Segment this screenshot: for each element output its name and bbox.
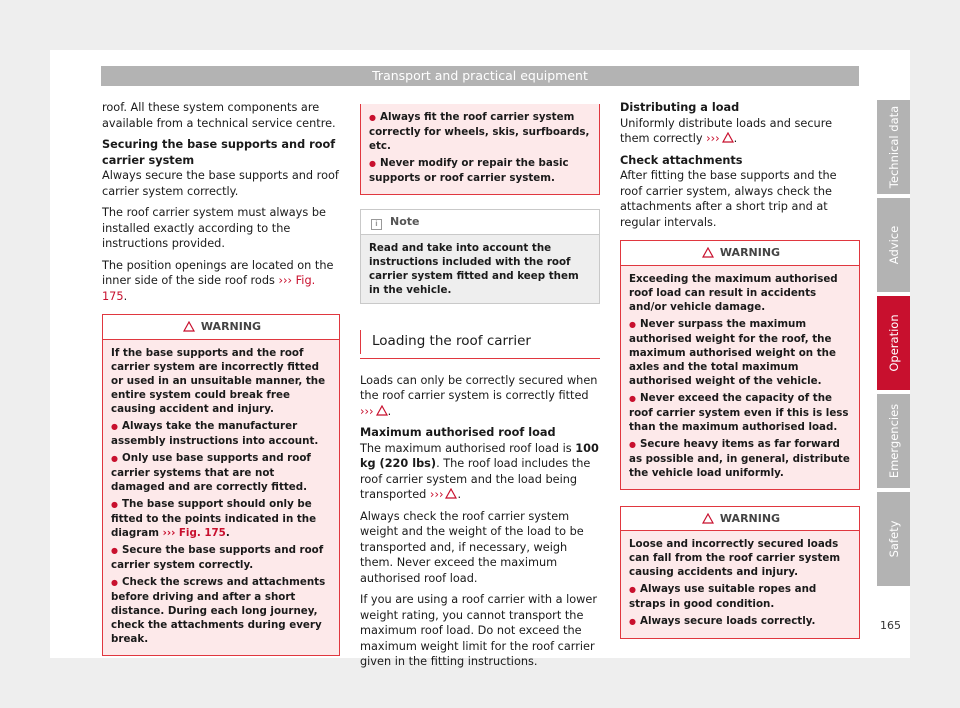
subheading: Securing the base supports and roof carrier system: [102, 138, 336, 167]
warning-item: ● Check the screws and attachments before driving and after a short distance. During each long journey, check the attachments during every break.: [111, 575, 331, 646]
paragraph: [102, 258, 340, 305]
note-title: Note: [390, 215, 420, 228]
warning-item: ● Secure heavy items as far forward as possible and, in general, distribute the vehicle load uniformly.: [629, 437, 851, 480]
warning-triangle-icon: [702, 247, 714, 258]
warning-triangle-icon: [702, 513, 714, 524]
warning-box: [620, 240, 860, 490]
cross-ref-link[interactable]: ›››: [429, 488, 444, 501]
paragraph: Always secure the base supports and roof carrier system correctly.: [102, 169, 339, 198]
warning-intro: If the base supports and the roof carrier system are incorrectly fitted or used in an unsuitable manner, the entire system could break free causing accident and injury.: [111, 346, 326, 415]
figure-link[interactable]: ››› Fig. 175: [162, 526, 226, 539]
warning-intro: Loose and incorrectly secured loads can fall from the roof carrier system causing accidents and injury.: [629, 538, 841, 578]
column-2: [360, 104, 600, 676]
tab-advice[interactable]: Advice: [877, 198, 910, 292]
page-header: Transport and practical equipment: [101, 66, 859, 86]
warning-item: ● Always secure loads correctly.: [629, 614, 851, 629]
warning-item: ● Only use base supports and roof carrier systems that are not damaged and are correctly fitted.: [111, 451, 331, 494]
warning-intro: Exceeding the maximum authorised roof load can result in accidents and/or vehicle damage.: [629, 272, 838, 313]
warning-triangle-icon: [722, 132, 734, 143]
warning-header: [103, 315, 339, 340]
note-box: [360, 209, 600, 304]
note-body: Read and take into account the instructions included with the roof carrier system fitted and keep them in the vehicle.: [361, 235, 599, 303]
paragraph: Loads can only be correctly secured when the roof carrier system is correctly fitted ››› .: [360, 373, 598, 418]
paragraph: roof. All these system components are available from a technical service centre.: [102, 101, 336, 130]
warning-item: ● Secure the base supports and roof carrier system correctly.: [111, 543, 331, 572]
paragraph: The maximum authorised roof load is 100 kg (220 lbs). The roof load includes the roof carrier system and the load being transported ››› .: [360, 441, 599, 501]
note-header: [361, 210, 599, 235]
cross-ref-link[interactable]: ›››: [706, 132, 720, 145]
paragraph: Always check the roof carrier system weight and the weight of the load to be transported and, if necessary, weigh them. Never exceed the maximum authorised roof load.: [360, 509, 584, 585]
column-3: [620, 100, 860, 639]
cross-ref-link[interactable]: ›››: [360, 404, 374, 418]
warning-item: ● Never modify or repair the basic supports or roof carrier system.: [369, 156, 591, 185]
warning-triangle-icon: [445, 488, 457, 499]
column-1: [102, 100, 340, 656]
warning-header: [621, 507, 859, 532]
warning-item: ● Never exceed the capacity of the roof carrier system even if this is less than the maximum authorised load.: [629, 391, 851, 434]
tab-technical-data[interactable]: Technical data: [877, 100, 910, 194]
page-number: 165: [880, 619, 901, 632]
section-heading: Loading the roof carrier: [360, 334, 600, 359]
paragraph: The roof carrier system must always be installed exactly according to the instructions provided.: [102, 206, 326, 250]
warning-header: [621, 241, 859, 266]
paragraph: After fitting the base supports and the roof carrier system, always check the attachments after a short trip and at regular intervals.: [620, 169, 837, 229]
warning-item: ● Always take the manufacturer assembly instructions into account.: [111, 419, 331, 448]
text: .: [123, 289, 128, 303]
warning-box-continued: [360, 104, 600, 195]
tab-operation[interactable]: Operation: [877, 296, 910, 390]
subheading: Maximum authorised roof load: [360, 426, 556, 439]
warning-item: ● Always use suitable ropes and straps in good condition.: [629, 582, 851, 611]
warning-body: [103, 340, 339, 655]
subheading: Distributing a load: [620, 101, 740, 114]
warning-box: [102, 314, 340, 656]
paragraph: Uniformly distribute loads and secure them correctly ››› .: [620, 116, 833, 145]
warning-title: WARNING: [719, 511, 781, 525]
tab-emergencies[interactable]: Emergencies: [877, 394, 910, 488]
warning-title: WARNING: [200, 320, 262, 333]
warning-item: ● Always fit the roof carrier system correctly for wheels, skis, surfboards, etc.: [369, 110, 591, 153]
warning-body: [621, 266, 859, 489]
tab-safety[interactable]: Safety: [877, 492, 910, 586]
note-icon: i: [371, 219, 382, 230]
warning-item: ● The base support should only be fitted to the points indicated in the diagram ››› Fig. 175.: [111, 497, 331, 540]
warning-body: [361, 104, 599, 194]
warning-title: WARNING: [719, 246, 781, 259]
subheading: Check attachments: [620, 153, 743, 167]
warning-item: ● Never surpass the maximum authorised weight for the roof, the maximum authorised weight on the axles and the total maximum authorised weight of the vehicle.: [629, 317, 851, 388]
warning-triangle-icon: [376, 405, 388, 416]
warning-triangle-icon: [183, 321, 195, 332]
warning-box: [620, 506, 860, 640]
figure-link[interactable]: ››› Fig. 175: [102, 274, 316, 303]
paragraph: If you are using a roof carrier with a lower weight rating, you cannot transport the maximum roof load. Do not exceed the maximum weight limit for the roof carrier given in the fitting instructions.: [360, 593, 598, 668]
text: The position openings are located on the inner side of the side roof rods: [102, 258, 334, 287]
warning-body: [621, 531, 859, 638]
